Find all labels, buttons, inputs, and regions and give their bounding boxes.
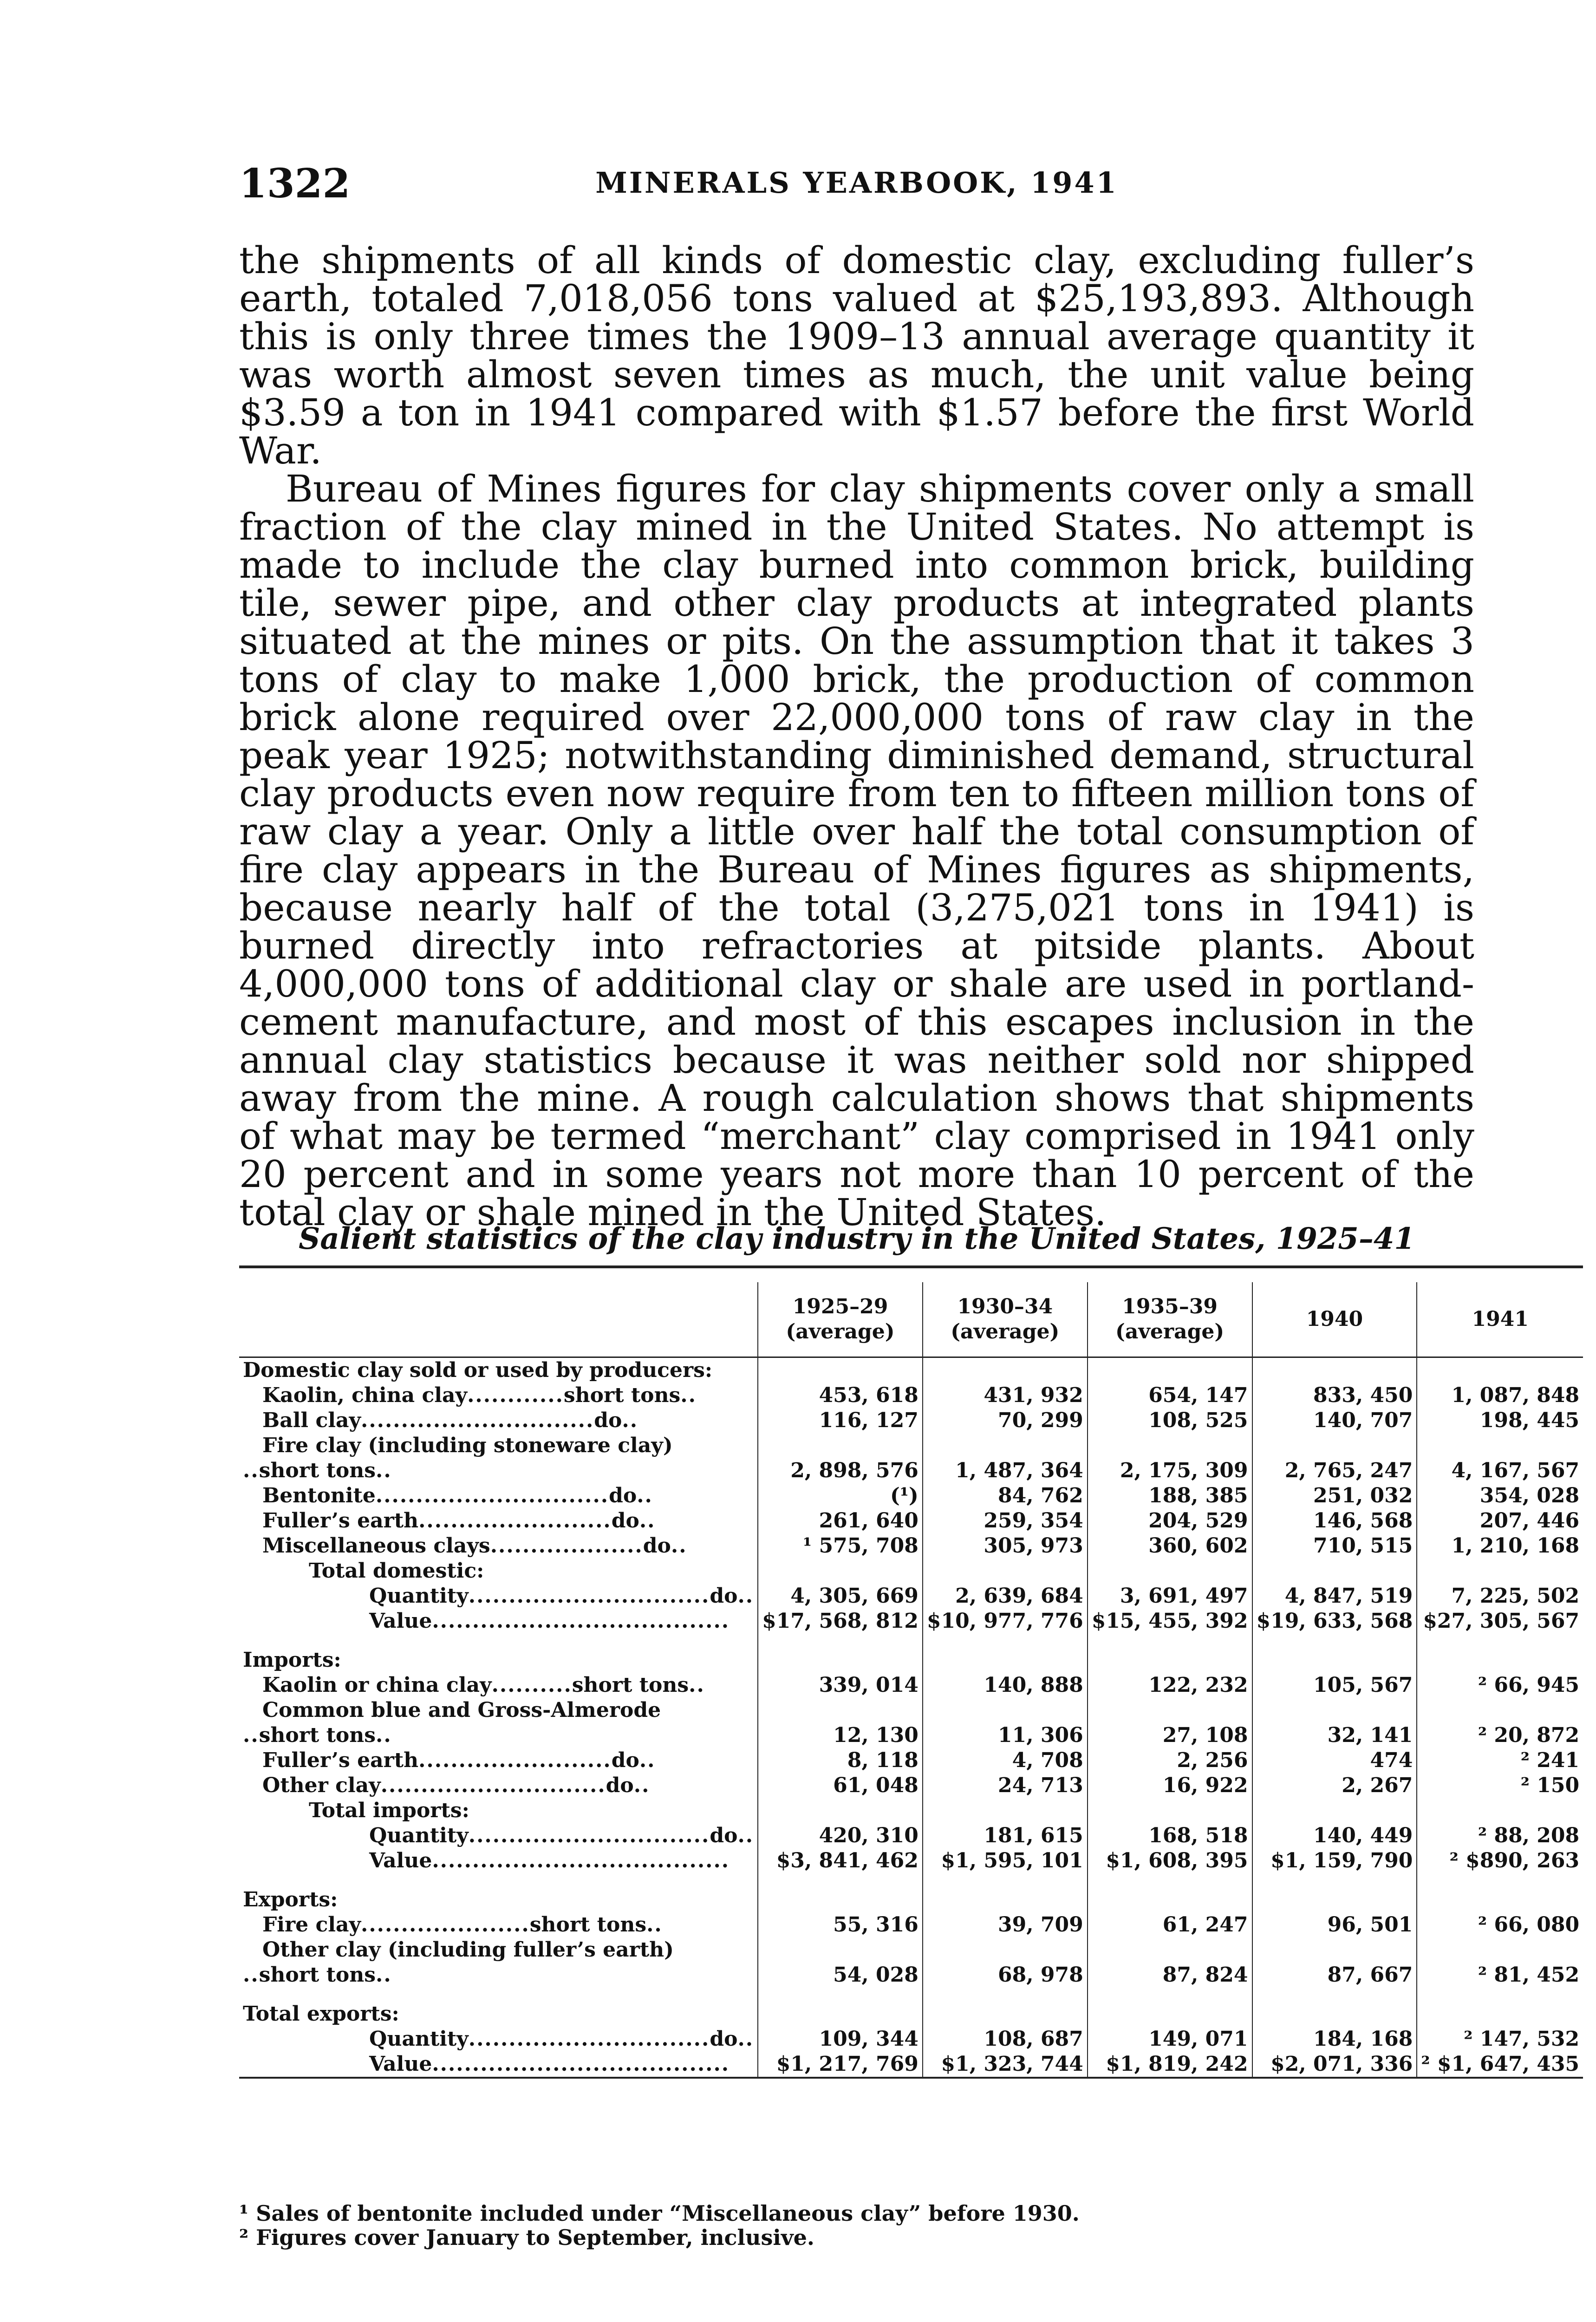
cell-value: $1, 159, 790 <box>1252 1848 1417 1873</box>
table-row <box>239 1533 1583 1559</box>
leader-dots: .. <box>376 1963 392 1987</box>
paragraph: Bureau of Mines figures for clay shipments cover only a small fraction of the clay mined in the United States. No attempt is made to include the clay burned into common brick, building tile, sewer pipe, and other clay products at integrated plants situated at the mines or pits. On the assumption that it takes 3 tons of clay to make 1,000 brick, the production of common brick alone required over 22,000,000 tons of raw clay in the peak year 1925; notwithstanding diminished demand, structural clay products even now require from ten to fifteen million tons of raw clay a year. Only a little over half the total consumption of fire clay appears in the Bureau of Mines figures as shipments, because nearly half of the total (3,275,021 tons in 1941) is burned directly into refractories at pitside plants. About 4,000,000 tons of additional clay or shale are used in portland-cement manufacture, and most of this escapes inclusion in the annual clay statistics because it was neither sold nor shipped away from the mine. A rough calculation shows that shipments of what may be termed “merchant” clay comprised in 1941 only 20 percent and in some years not more than 10 percent of the total clay or shale mined in the United States. <box>239 467 1474 1234</box>
cell-value <box>1088 1887 1252 1912</box>
running-title: MINERALS YEARBOOK, 1941 <box>595 166 1118 200</box>
cell-value <box>923 1798 1088 1823</box>
leader-dots: ................................... <box>432 2052 714 2076</box>
cell-value <box>1417 1358 1583 1383</box>
cell-value: $15, 455, 392 <box>1088 1609 1252 1634</box>
cell-value: 4, 167, 567 <box>1417 1458 1583 1483</box>
cell-value: ² 147, 532 <box>1417 2027 1583 2052</box>
cell-value: 181, 615 <box>923 1823 1088 1848</box>
table-row <box>239 1483 1583 1508</box>
row-label <box>239 1963 758 1988</box>
cell-value: 122, 232 <box>1088 1673 1252 1698</box>
table-row <box>239 1912 1583 1937</box>
cell-value: 8, 118 <box>758 1748 923 1773</box>
cell-value: 207, 446 <box>1417 1508 1583 1533</box>
leader-dots: .. <box>737 1824 754 1847</box>
cell-value: ² 66, 945 <box>1417 1673 1583 1698</box>
cell-value: 1, 087, 848 <box>1417 1383 1583 1408</box>
leader-dots: ............ <box>467 1383 564 1407</box>
cell-value: 2, 175, 309 <box>1088 1458 1252 1483</box>
cell-value: ¹ 575, 708 <box>758 1533 923 1559</box>
cell-value: 11, 306 <box>923 1723 1088 1748</box>
row-label: Kaolin or china clay..........short tons.. <box>262 1673 705 1697</box>
row-label <box>239 1458 758 1483</box>
row-unit: do <box>606 1774 634 1797</box>
cell-value <box>1088 1698 1252 1723</box>
row-unit: do <box>594 1409 622 1432</box>
cell-value <box>923 1559 1088 1584</box>
cell-value: 474 <box>1252 1748 1417 1773</box>
cell-value: $1, 217, 769 <box>758 2052 923 2078</box>
row-label: Other clay (including fuller’s earth) <box>262 1938 674 1962</box>
cell-value: 108, 687 <box>923 2027 1088 2052</box>
cell-value: 2, 639, 684 <box>923 1584 1088 1609</box>
cell-value: 32, 141 <box>1252 1723 1417 1748</box>
column-header: 1930–34 (average) <box>923 1282 1088 1357</box>
cell-value: 61, 247 <box>1088 1912 1252 1937</box>
leader-dots: .. <box>376 1723 392 1747</box>
table-row <box>239 1773 1583 1798</box>
body-text <box>239 241 1474 1232</box>
table-row <box>239 2002 1583 2027</box>
cell-value <box>1088 1648 1252 1673</box>
leader-dots: ................................... <box>432 1609 714 1633</box>
cell-value: ² 20, 872 <box>1417 1723 1583 1748</box>
table-row <box>239 1698 1583 1723</box>
cell-value <box>758 1433 923 1458</box>
table-row <box>239 1673 1583 1698</box>
cell-value: 1, 487, 364 <box>923 1458 1088 1483</box>
cell-value <box>923 1648 1088 1673</box>
cell-value <box>1252 1798 1417 1823</box>
table-row <box>239 2052 1583 2078</box>
footnote: ² Figures cover January to September, inclusive. <box>239 2225 814 2250</box>
cell-value <box>1417 1887 1583 1912</box>
leader-dots: .. <box>713 1609 730 1633</box>
leader-dots: ............................. <box>361 1409 594 1432</box>
row-unit: short tons <box>259 1963 376 1987</box>
table-row <box>239 1508 1583 1533</box>
table-row <box>239 1848 1583 1873</box>
cell-value: 354, 028 <box>1417 1483 1583 1508</box>
row-label: Value..................................... <box>369 1609 730 1633</box>
row-unit: do <box>611 1748 639 1772</box>
cell-value: 2, 256 <box>1088 1748 1252 1773</box>
page-number: 1322 <box>239 160 351 207</box>
table-row <box>239 1937 1583 1963</box>
row-label: Kaolin, china clay............short tons.. <box>262 1383 697 1407</box>
cell-value <box>1252 2002 1417 2027</box>
row-label: Value..................................... <box>369 2052 730 2076</box>
leader-dots: .. <box>737 2027 754 2051</box>
leader-dots: .. <box>633 1774 650 1797</box>
cell-value: 12, 130 <box>758 1723 923 1748</box>
row-unit: do <box>609 1484 637 1507</box>
leader-dots: .. <box>646 1913 663 1937</box>
cell-value: 105, 567 <box>1252 1673 1417 1698</box>
cell-value: 251, 032 <box>1252 1483 1417 1508</box>
leader-dots: ............................. <box>375 1484 609 1507</box>
cell-value: 146, 568 <box>1252 1508 1417 1533</box>
row-label: Total domestic: <box>309 1559 484 1583</box>
column-header: 1925–29 (average) <box>758 1282 923 1357</box>
cell-value: 3, 691, 497 <box>1088 1584 1252 1609</box>
row-unit: short tons <box>572 1673 689 1697</box>
paragraph: the shipments of all kinds of domestic clay, excluding fuller’s earth, totaled 7,018,056 tons valued at $25,193,893. Although this is only three times the 1909–13 annual average quantity it was worth almost seven times as much, the unit value being $3.59 a ton in 1941 compared with $1.57 before the first World War. <box>239 239 1474 472</box>
stub-header <box>239 1282 758 1357</box>
cell-value: 259, 354 <box>923 1508 1088 1533</box>
cell-value <box>758 1887 923 1912</box>
row-label: Fire clay (including stoneware clay) <box>262 1434 673 1457</box>
leader-dots: ..................... <box>361 1913 530 1937</box>
leader-dots: .. <box>680 1383 697 1407</box>
cell-value <box>1417 1698 1583 1723</box>
row-label: Fuller’s earth........................do.. <box>262 1748 656 1772</box>
cell-value <box>1252 1433 1417 1458</box>
cell-value: 833, 450 <box>1252 1383 1417 1408</box>
column-header: 1935–39 (average) <box>1088 1282 1252 1357</box>
row-unit: short tons <box>563 1383 681 1407</box>
cell-value <box>1417 1559 1583 1584</box>
row-label: Total imports: <box>309 1799 469 1822</box>
table-row <box>239 1458 1583 1483</box>
cell-value <box>1088 1937 1252 1963</box>
table-row <box>239 1887 1583 1912</box>
cell-value: 87, 824 <box>1088 1963 1252 1988</box>
leader-dots: .. <box>713 2052 730 2076</box>
leader-dots: ................... <box>490 1534 643 1558</box>
cell-value: 420, 310 <box>758 1823 923 1848</box>
cell-value: 654, 147 <box>1088 1383 1252 1408</box>
cell-value <box>1252 1358 1417 1383</box>
row-unit: do <box>611 1509 639 1533</box>
cell-value: 198, 445 <box>1417 1408 1583 1433</box>
footnote: ¹ Sales of bentonite included under “Miscellaneous clay” before 1930. <box>239 2201 1080 2226</box>
leader-dots: .. <box>689 1673 705 1697</box>
row-label: Quantity..............................do.. <box>369 1584 754 1608</box>
cell-value: 116, 127 <box>758 1408 923 1433</box>
cell-value: $10, 977, 776 <box>923 1609 1088 1634</box>
cell-value: 7, 225, 502 <box>1417 1584 1583 1609</box>
cell-value <box>923 1698 1088 1723</box>
cell-value: 39, 709 <box>923 1912 1088 1937</box>
cell-value: ² 81, 452 <box>1417 1963 1583 1988</box>
cell-value: 710, 515 <box>1252 1533 1417 1559</box>
column-header: 1940 <box>1252 1282 1417 1357</box>
row-unit: do <box>710 1584 738 1608</box>
cell-value <box>1088 1358 1252 1383</box>
leader-dots: .. <box>737 1584 754 1608</box>
cell-value: 140, 888 <box>923 1673 1088 1698</box>
cell-value: 16, 922 <box>1088 1773 1252 1798</box>
cell-value <box>758 1559 923 1584</box>
cell-value: 431, 932 <box>923 1383 1088 1408</box>
cell-value <box>1252 1648 1417 1673</box>
cell-value: 360, 602 <box>1088 1533 1252 1559</box>
cell-value: 453, 618 <box>758 1383 923 1408</box>
cell-value <box>1417 1937 1583 1963</box>
cell-value: 149, 071 <box>1088 2027 1252 2052</box>
row-unit: short tons <box>259 1459 376 1482</box>
column-header: 1941 <box>1417 1282 1583 1357</box>
row-label: Value..................................... <box>369 1849 730 1872</box>
leader-dots: .. <box>713 1849 730 1872</box>
row-label: Fuller’s earth........................do.. <box>262 1509 656 1533</box>
table-row <box>239 1798 1583 1823</box>
cell-value: 140, 449 <box>1252 1823 1417 1848</box>
row-label: Quantity..............................do.. <box>369 2027 754 2051</box>
cell-value <box>758 1358 923 1383</box>
cell-value: 4, 847, 519 <box>1252 1584 1417 1609</box>
row-label: Miscellaneous clays...................do.. <box>262 1534 687 1558</box>
row-label: Quantity..............................do.. <box>369 1824 754 1847</box>
row-label: Fire clay.....................short tons.. <box>262 1913 663 1937</box>
cell-value: 1, 210, 168 <box>1417 1533 1583 1559</box>
cell-value: ² 66, 080 <box>1417 1912 1583 1937</box>
table-row <box>239 1609 1583 1634</box>
table-row <box>239 2027 1583 2052</box>
cell-value <box>1252 1887 1417 1912</box>
cell-value <box>923 2002 1088 2027</box>
row-label: Bentonite.............................do.. <box>262 1484 653 1507</box>
cell-value <box>923 1433 1088 1458</box>
row-unit: do <box>710 1824 738 1847</box>
row-unit: short tons <box>259 1723 376 1747</box>
cell-value: ² $1, 647, 435 <box>1417 2052 1583 2078</box>
cell-value: $27, 305, 567 <box>1417 1609 1583 1634</box>
table-header-row <box>239 1282 1583 1357</box>
cell-value: 96, 501 <box>1252 1912 1417 1937</box>
cell-value <box>758 1798 923 1823</box>
cell-value: $19, 633, 568 <box>1252 1609 1417 1634</box>
cell-value <box>1252 1559 1417 1584</box>
cell-value: $1, 608, 395 <box>1088 1848 1252 1873</box>
table-row <box>239 1963 1583 1988</box>
row-label: Imports: <box>243 1648 341 1672</box>
table-row <box>239 1648 1583 1673</box>
row-label: Domestic clay sold or used by producers: <box>243 1358 713 1382</box>
row-label: Common blue and Gross-Almerode <box>262 1698 661 1722</box>
cell-value: 204, 529 <box>1088 1508 1252 1533</box>
table-row <box>239 1358 1583 1383</box>
cell-value <box>923 1887 1088 1912</box>
row-label <box>239 1723 758 1748</box>
leader-dots: .. <box>243 1963 259 1987</box>
cell-value: ² $890, 263 <box>1417 1848 1583 1873</box>
leader-dots: .. <box>243 1723 259 1747</box>
cell-value: 54, 028 <box>758 1963 923 1988</box>
cell-value <box>1417 1648 1583 1673</box>
leader-dots: .. <box>243 1459 259 1482</box>
cell-value: 188, 385 <box>1088 1483 1252 1508</box>
cell-value: 55, 316 <box>758 1912 923 1937</box>
leader-dots: ............................ <box>380 1774 606 1797</box>
cell-value: ² 88, 208 <box>1417 1823 1583 1848</box>
cell-value: 339, 014 <box>758 1673 923 1698</box>
row-unit: do <box>643 1534 671 1558</box>
page-header <box>239 160 1474 216</box>
cell-value: 68, 978 <box>923 1963 1088 1988</box>
cell-value: 2, 898, 576 <box>758 1458 923 1483</box>
table-row <box>239 1723 1583 1748</box>
leader-dots: .............................. <box>468 1584 710 1608</box>
leader-dots: .............................. <box>468 1824 710 1847</box>
cell-value <box>1252 1698 1417 1723</box>
cell-value <box>758 1698 923 1723</box>
cell-value <box>1088 1433 1252 1458</box>
cell-value: 2, 267 <box>1252 1773 1417 1798</box>
cell-value: (¹) <box>758 1483 923 1508</box>
cell-value: 305, 973 <box>923 1533 1088 1559</box>
leader-dots: ........................ <box>418 1509 612 1533</box>
cell-value: 70, 299 <box>923 1408 1088 1433</box>
cell-value <box>1088 1559 1252 1584</box>
cell-value: 109, 344 <box>758 2027 923 2052</box>
cell-value <box>1417 2002 1583 2027</box>
table-row <box>239 1823 1583 1848</box>
leader-dots: .. <box>639 1748 656 1772</box>
cell-value <box>1417 1798 1583 1823</box>
cell-value: $1, 595, 101 <box>923 1848 1088 1873</box>
row-label: Total exports: <box>243 2002 399 2026</box>
cell-value <box>1088 1798 1252 1823</box>
table-row <box>239 1408 1583 1433</box>
cell-value <box>758 1648 923 1673</box>
cell-value <box>923 1358 1088 1383</box>
row-label: Exports: <box>243 1888 338 1911</box>
cell-value: $2, 071, 336 <box>1252 2052 1417 2078</box>
leader-dots: .. <box>639 1509 656 1533</box>
cell-value: ² 241 <box>1417 1748 1583 1773</box>
row-unit: do <box>710 2027 738 2051</box>
cell-value: 84, 762 <box>923 1483 1088 1508</box>
cell-value: 108, 525 <box>1088 1408 1252 1433</box>
cell-value: 4, 305, 669 <box>758 1584 923 1609</box>
leader-dots: ................................... <box>432 1849 714 1872</box>
table-row <box>239 1433 1583 1458</box>
leader-dots: .............................. <box>468 2027 710 2051</box>
cell-value: 4, 708 <box>923 1748 1088 1773</box>
cell-value: $3, 841, 462 <box>758 1848 923 1873</box>
cell-value <box>923 1937 1088 1963</box>
leader-dots: .......... <box>491 1673 572 1697</box>
cell-value: $1, 323, 744 <box>923 2052 1088 2078</box>
cell-value: 168, 518 <box>1088 1823 1252 1848</box>
cell-value: 87, 667 <box>1252 1963 1417 1988</box>
clay-statistics-table <box>239 1265 1583 2079</box>
table-caption: Salient statistics of the clay industry in the United States, 1925–41 <box>299 1221 1415 1256</box>
cell-value <box>1417 1433 1583 1458</box>
row-label: Ball clay.............................do.. <box>262 1409 638 1432</box>
cell-value: 2, 765, 247 <box>1252 1458 1417 1483</box>
leader-dots: .. <box>622 1409 638 1432</box>
cell-value: ² 150 <box>1417 1773 1583 1798</box>
row-unit: short tons <box>529 1913 647 1937</box>
cell-value: $17, 568, 812 <box>758 1609 923 1634</box>
table-row <box>239 1748 1583 1773</box>
cell-value: 140, 707 <box>1252 1408 1417 1433</box>
cell-value: 27, 108 <box>1088 1723 1252 1748</box>
cell-value: 184, 168 <box>1252 2027 1417 2052</box>
cell-value: 261, 640 <box>758 1508 923 1533</box>
cell-value: 24, 713 <box>923 1773 1088 1798</box>
table-row <box>239 1383 1583 1408</box>
cell-value <box>758 2002 923 2027</box>
cell-value <box>1252 1937 1417 1963</box>
cell-value: 61, 048 <box>758 1773 923 1798</box>
leader-dots: .. <box>376 1459 392 1482</box>
row-label: Other clay............................do.. <box>262 1774 650 1797</box>
cell-value: $1, 819, 242 <box>1088 2052 1252 2078</box>
table-row <box>239 1584 1583 1609</box>
leader-dots: ........................ <box>418 1748 612 1772</box>
cell-value <box>758 1937 923 1963</box>
footnotes <box>239 2201 1474 2250</box>
cell-value <box>1088 2002 1252 2027</box>
leader-dots: .. <box>671 1534 687 1558</box>
leader-dots: .. <box>637 1484 653 1507</box>
table-row <box>239 1559 1583 1584</box>
